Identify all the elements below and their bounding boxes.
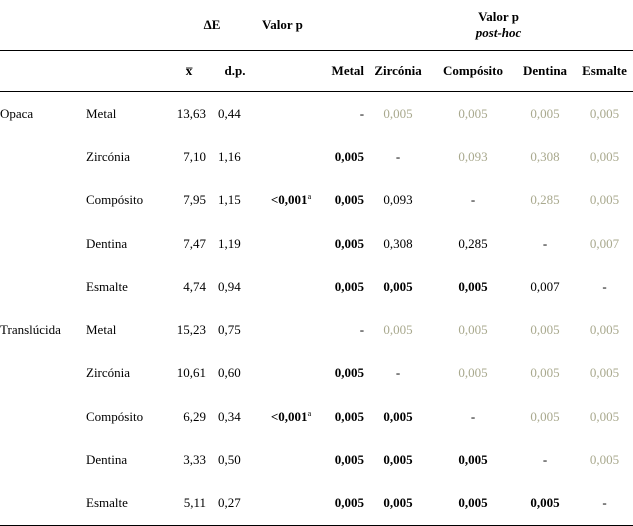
- posthoc-value: 0,005: [432, 482, 514, 526]
- pvalue-main: [258, 395, 324, 438]
- pvalue-main: [258, 179, 324, 222]
- material-name: Zircónia: [86, 365, 131, 381]
- dp-value: 0,94: [218, 278, 241, 294]
- posthoc-value: 0,005: [530, 365, 560, 381]
- posthoc-value: 0,005: [458, 452, 488, 468]
- header-posthoc-line1: Valor p: [478, 9, 519, 24]
- posthoc-value: 0,007: [530, 278, 560, 294]
- dp-value: 0,50: [218, 452, 241, 468]
- pvalue-main: [258, 92, 324, 136]
- mean-value: 7,95: [183, 192, 206, 208]
- group-name: [0, 135, 86, 178]
- material-name: Dentina: [86, 452, 128, 468]
- group-name: [0, 482, 86, 526]
- posthoc-value: 0,005: [589, 148, 620, 164]
- posthoc-value: -: [470, 408, 476, 424]
- posthoc-value: 0,093: [383, 192, 413, 208]
- posthoc-value: -: [359, 105, 365, 121]
- table-row: [0, 352, 633, 395]
- group-name: [0, 438, 86, 481]
- posthoc-value: 0,005: [334, 278, 365, 294]
- pvalue-main: [258, 352, 324, 395]
- posthoc-value: 0,093: [458, 148, 488, 164]
- group-name: Opaca: [0, 105, 34, 121]
- mean-value: 4,74: [183, 278, 206, 294]
- pvalue-main-text: <0,001: [270, 192, 308, 208]
- pvalue-main: [258, 222, 324, 265]
- dp-value: 0,27: [212, 482, 258, 526]
- material-name: Dentina: [86, 235, 128, 251]
- mean-value: 15,23: [176, 322, 206, 338]
- group-name: [0, 352, 86, 395]
- posthoc-value: 0,005: [589, 105, 620, 121]
- group-name: Translúcida: [0, 322, 61, 338]
- dp-value: 1,19: [218, 235, 241, 251]
- posthoc-value: 0,005: [589, 322, 620, 338]
- mean-value: 3,33: [183, 452, 206, 468]
- dp-value: 0,60: [218, 365, 241, 381]
- posthoc-value: 0,005: [589, 408, 620, 424]
- posthoc-value: 0,005: [458, 278, 488, 294]
- posthoc-value: 0,005: [383, 278, 413, 294]
- posthoc-value: 0,005: [334, 235, 365, 251]
- table-row: [0, 179, 633, 222]
- group-name: [0, 265, 86, 308]
- mean-value: 7,10: [183, 148, 206, 164]
- material-name: Metal: [86, 105, 117, 121]
- posthoc-value: 0,005: [589, 452, 620, 468]
- mean-value: 10,61: [176, 365, 206, 381]
- posthoc-value: 0,308: [383, 235, 413, 251]
- table-row: [0, 135, 633, 178]
- pvalue-main: [258, 308, 324, 351]
- dp-value: 1,15: [218, 192, 241, 208]
- posthoc-value: 0,285: [458, 235, 488, 251]
- posthoc-value: -: [542, 235, 548, 251]
- posthoc-value: 0,005: [458, 322, 488, 338]
- header-posthoc-line2: post-hoc: [475, 25, 522, 40]
- pvalue-main-text: <0,001: [270, 408, 308, 424]
- posthoc-value: 0,005: [530, 408, 560, 424]
- posthoc-value: 0,005: [334, 408, 365, 424]
- pvalue-superscript: a: [307, 192, 312, 202]
- posthoc-value: 0,005: [324, 482, 364, 526]
- posthoc-value: 0,005: [383, 105, 413, 121]
- posthoc-value: 0,007: [589, 235, 620, 251]
- header-valor-p: Valor p: [258, 0, 364, 51]
- posthoc-value: 0,005: [458, 365, 488, 381]
- posthoc-value: -: [470, 192, 476, 208]
- header-col-0: Metal: [324, 51, 364, 92]
- posthoc-value: 0,005: [383, 408, 413, 424]
- header-col-1: Zircónia: [364, 51, 432, 92]
- posthoc-value: 0,005: [458, 105, 488, 121]
- posthoc-value: 0,005: [334, 452, 365, 468]
- table-row: [0, 438, 633, 481]
- table-row: [0, 395, 633, 438]
- posthoc-value: 0,005: [514, 482, 576, 526]
- mean-value: 6,29: [183, 408, 206, 424]
- pvalue-main: [258, 438, 324, 481]
- table-row: [0, 482, 633, 526]
- table-row: [0, 222, 633, 265]
- header-col-3: Dentina: [514, 51, 576, 92]
- dp-value: 0,75: [218, 322, 241, 338]
- posthoc-value: 0,005: [364, 482, 432, 526]
- group-name: [0, 179, 86, 222]
- header-mean: x̅: [166, 51, 212, 92]
- posthoc-value: -: [542, 452, 548, 468]
- header-valor-p-posthoc: [364, 0, 633, 51]
- posthoc-value: 0,005: [334, 192, 365, 208]
- group-name: [0, 222, 86, 265]
- dp-value: 1,16: [218, 148, 241, 164]
- group-name: [0, 395, 86, 438]
- dp-value: 0,44: [218, 105, 241, 121]
- posthoc-value: -: [395, 365, 401, 381]
- posthoc-value: 0,005: [334, 365, 365, 381]
- mean-value: 13,63: [176, 105, 206, 121]
- posthoc-value: 0,308: [530, 148, 560, 164]
- posthoc-value: 0,005: [530, 322, 560, 338]
- material-name: Metal: [86, 322, 117, 338]
- table-row: [0, 92, 633, 136]
- material-name: Esmalte: [86, 482, 166, 526]
- header-col-2: Compósito: [432, 51, 514, 92]
- posthoc-value: 0,005: [383, 452, 413, 468]
- posthoc-value: 0,005: [589, 192, 620, 208]
- dp-value: 0,34: [218, 408, 241, 424]
- material-name: Zircónia: [86, 148, 131, 164]
- pvalue-main: [258, 135, 324, 178]
- posthoc-value: -: [602, 278, 607, 294]
- header-delta-e: ΔE: [166, 0, 258, 51]
- material-name: Compósito: [86, 408, 144, 424]
- material-name: Compósito: [86, 192, 144, 208]
- posthoc-value: 0,005: [334, 148, 365, 164]
- posthoc-value: -: [359, 322, 365, 338]
- pvalue-main: [258, 482, 324, 526]
- header-col-4: Esmalte: [576, 51, 633, 92]
- pvalue-superscript: a: [307, 408, 312, 418]
- posthoc-value: 0,005: [530, 105, 560, 121]
- table-row: [0, 265, 633, 308]
- pvalue-main: [258, 265, 324, 308]
- posthoc-value: 0,005: [589, 365, 620, 381]
- posthoc-value: -: [576, 482, 633, 526]
- posthoc-value: 0,005: [383, 322, 413, 338]
- material-name: Esmalte: [86, 278, 128, 294]
- table-row: [0, 308, 633, 351]
- header-dp: d.p.: [212, 51, 258, 92]
- mean-value: 5,11: [166, 482, 212, 526]
- posthoc-value: -: [395, 148, 401, 164]
- posthoc-value: 0,285: [530, 192, 560, 208]
- mean-value: 7,47: [183, 235, 206, 251]
